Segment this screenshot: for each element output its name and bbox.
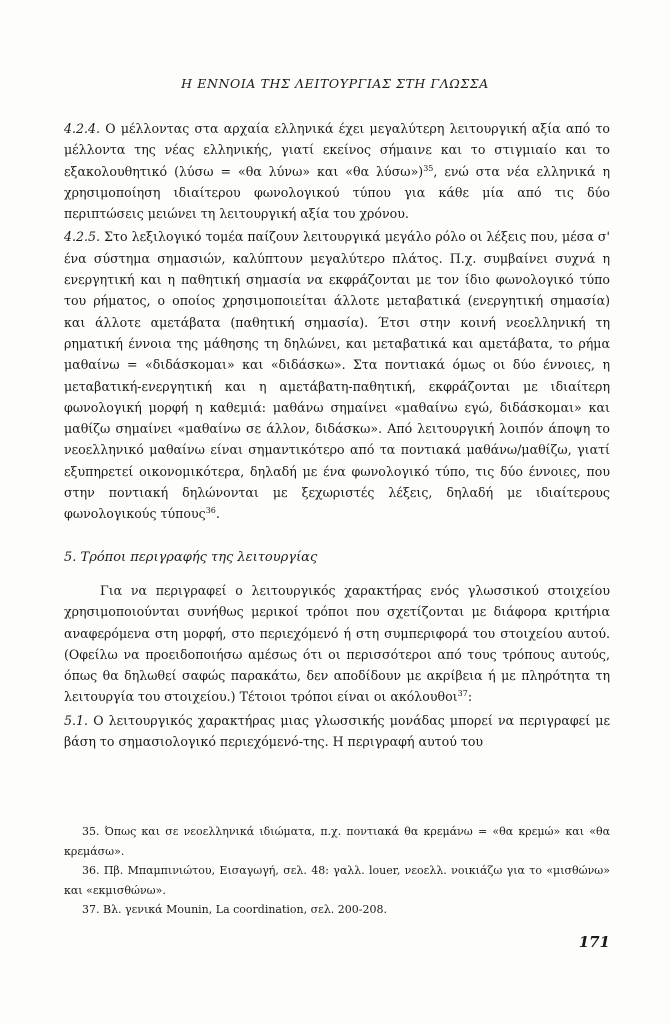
page-number: 171 — [578, 933, 610, 951]
paragraph-text-after: . — [215, 506, 220, 522]
footnote-35: 35. Όπως και σε νεοελληνικά ιδιώματα, π.χ. ποντιακά θα κρεμάνω = «θα κρεμώ» και «θα κρεμάσω». — [64, 825, 610, 858]
paragraph-number: 4.2.5. — [64, 229, 101, 245]
paragraph-text: Για να περιγραφεί ο λειτουργικός χαρακτήρας ενός γλωσσικού στοιχείου χρησιμοποιούνται συνήθως μερικοί τρόποι που σχετίζονται με διάφορα κριτήρια αναφερόμενα στη μορφή, στο περιεχόμενό ή στη συμπεριφορά του στοιχείου αυτού. (Οφείλω να προειδοποιήσω αμέσως ότι οι περισσότεροι από τους τρόπους αυτούς, όπως θα δηλωθεί σαφώς παρακάτω, δεν αποδίδουν με ακρίβεια ή με πληρότητα τη λειτουργία του στοιχείου.) Τέτοιοι τρόποι είναι οι ακόλουθοι — [64, 582, 610, 705]
paragraph-text: Ο μέλλοντας στα αρχαία ελληνικά έχει μεγαλύτερη λειτουργική αξία από το μέλλοντα της νέας ελληνικής, γιατί εκείνος σήμαινε και το στιγμιαίο και το εξακολουθητικό (λύσω = «θα λύνω» και «θα λύσω») — [64, 121, 610, 179]
paragraph-4-2-4 — [64, 118, 610, 224]
paragraph-number: 4.2.4. — [64, 121, 101, 136]
main-text — [64, 118, 610, 752]
footnote-ref-35[interactable]: 35 — [423, 163, 434, 173]
footnotes — [64, 822, 610, 920]
paragraph-text: Στο λεξιλογικό τομέα παίζουν λειτουργικά μεγάλο ρόλο οι λέξεις που, μέσα σ' ένα σύστημα σημασιών, καλύπτουν μεγαλύτερο πλάτος. Π.χ. συμβαίνει συχνά η ενεργητική και η παθητική σημασία να εκφράζονται με τον ίδιο φωνολογικό τύπο του ρήματος, ο οποίος χρησιμοποιείται άλλοτε μεταβατικά (ενεργητική σημασία) και άλλοτε αμετάβατα (παθητική σημασία). Έτσι στην κοινή νεοελληνική τη ρηματική έννοια της μάθησης τη δηλώνει, και μεταβατικά και αμετάβατα, το ρήμα μαθαίνω = «διδάσκομαι» και «διδάσκω». Στα ποντιακά όμως οι δύο έννοιες, η μεταβατική-ενεργητική και η αμετάβατη-παθητική, εκφράζονται με ιδιαίτερη φωνολογική μορφή η καθεμιά: μαθάνω σημαίνει «μαθαίνω εγώ, διδάσκομαι» και μαθίζω σημαίνει «μαθαίνω σε άλλον, διδάσκω». Από λειτουργική λοιπόν άποψη το νεοελληνικό μαθαίνω είναι σημαντικότερο από τα ποντιακά μαθάνω/μαθίζω, γιατί εξυπηρετεί οικονομικότερα, δηλαδή με ένα φωνολογικό τύπο, τις δύο έννοιες, που στην ποντιακή δηλώνονται με ξεχωριστές λέξεις, δηλαδή με ιδιαίτερους φωνολογικούς τύπους — [64, 229, 610, 522]
paragraph-5-1 — [64, 710, 610, 753]
paragraph-text-after: : — [467, 689, 473, 705]
paragraph-4-2-5 — [64, 226, 610, 524]
section-heading: 5. Τρόποι περιγραφής της λειτουργίας — [64, 549, 318, 565]
footnote-37: 37. Βλ. γενικά Mounin, La coordination, σελ. 200-208. — [82, 903, 388, 916]
running-head: Η ΕΝΝΟΙΑ ΤΗΣ ΛΕΙΤΟΥΡΓΙΑΣ ΣΤΗ ΓΛΩΣΣΑ — [181, 76, 489, 91]
footnote-36: 36. Πβ. Μπαμπινιώτου, Εισαγωγή, σελ. 48: γαλλ. louer, νεοελλ. νοικιάζω για το «μισθώνω» και «εκμισθώνω». — [64, 864, 610, 897]
paragraph-text: Ο λειτουργικός χαρακτήρας μιας γλωσσικής μονάδας μπορεί να περιγραφεί με βάση το σημασιολογικό περιεχόμενό-της. Η περιγραφή αυτού του — [64, 712, 610, 750]
paragraph-5 — [64, 580, 610, 708]
paragraph-number: 5.1. — [64, 712, 89, 728]
paragraph-text-after: , ενώ στα νέα ελληνικά η χρησιμοποίηση ιδιαίτερου φωνολογικού τύπου για κάθε μία από τις δύο περιπτώσεις μειώνει τη λειτουργική αξία του χρόνου. — [64, 163, 610, 222]
footnote-ref-37[interactable]: 37 — [457, 689, 468, 699]
footnote-ref-36[interactable]: 36 — [205, 506, 216, 516]
